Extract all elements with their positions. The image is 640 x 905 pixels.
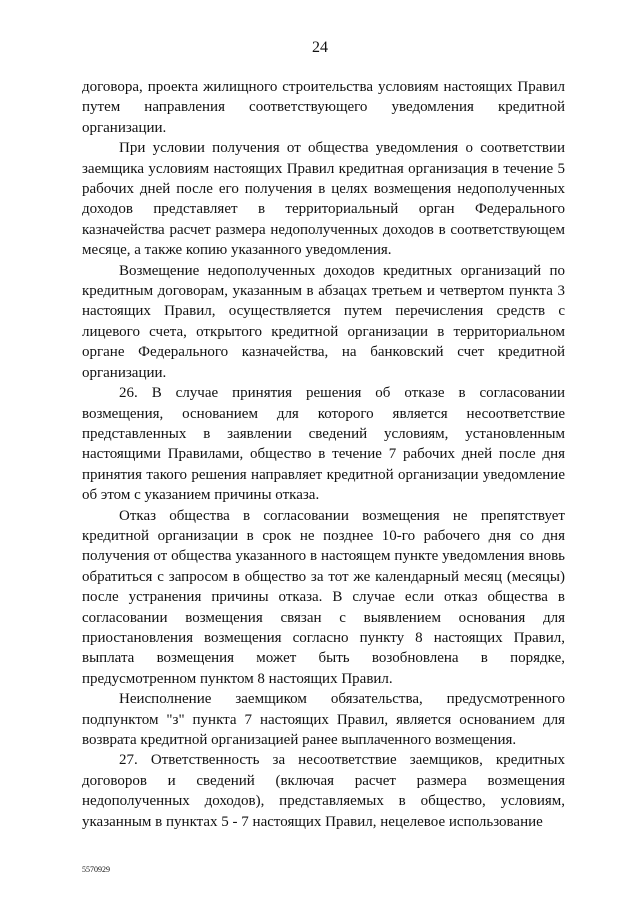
paragraph-non-fulfillment: Неисполнение заемщиком обязательства, предусмотренного подпунктом "з" пункта 7 настоящих Правил, является основанием для возврата кредитной организацией ранее выплаченного возмещения.	[82, 691, 565, 748]
paragraph-item-27: 27. Ответственность за несоответствие заемщиков, кредитных договоров и сведений (включая расчет размера возмещения недополученных доходов), представляемых в общество, условиям, указанным в пунктах 5 - 7 настоящих Правил, нецелевое использование	[82, 752, 565, 830]
paragraph-refusal: Отказ общества в согласовании возмещения не препятствует кредитной организации в срок не позднее 10-го рабочего дня со дня получения от общества указанного в настоящем пункте уведомления вновь обратиться с запросом в общество за тот же календарный месяц (месяцы) после устранения причины отказа. В случае если отказ общества в согласовании возмещения связан с выявлением основания для приостановления возмещения согласно пункту 8 настоящих Правил, выплата возмещения может быть возобновлена в порядке, предусмотренном пунктом 8 настоящих Правил.	[82, 507, 565, 687]
page-number: 24	[312, 39, 328, 56]
document-body	[82, 77, 565, 832]
paragraph-notice-receipt: При условии получения от общества уведомления о соответствии заемщика условиям настоящих Правил кредитная организация в течение 5 рабочих дней после его получения в целях возмещения недополученных доходов представляет в территориальный орган Федерального казначейства расчет размера недополученных доходов в соответствующем месяце, а также копию указанного уведомления.	[82, 140, 565, 259]
document-code: 5570929	[82, 865, 110, 874]
paragraph-continuation: договора, проекта жилищного строительства условиям настоящих Правил путем направления соответствующего уведомления кредитной организации.	[82, 79, 565, 136]
paragraph-reimbursement: Возмещение недополученных доходов кредитных организаций по кредитным договорам, указанным в абзацах третьем и четвертом пункта 3 настоящих Правил, осуществляется путем перечисления средств с лицевого счета, открытого кредитной организации в территориальном органе Федерального казначейства, на банковский счет кредитной организации.	[82, 262, 565, 381]
paragraph-item-26: 26. В случае принятия решения об отказе в согласовании возмещения, основанием для которого является несоответствие представленных в заявлении сведений условиям, установленным настоящими Правилами, общество в течение 7 рабочих дней после дня принятия такого решения направляет кредитной организации уведомление об этом с указанием причины отказа.	[82, 385, 565, 504]
